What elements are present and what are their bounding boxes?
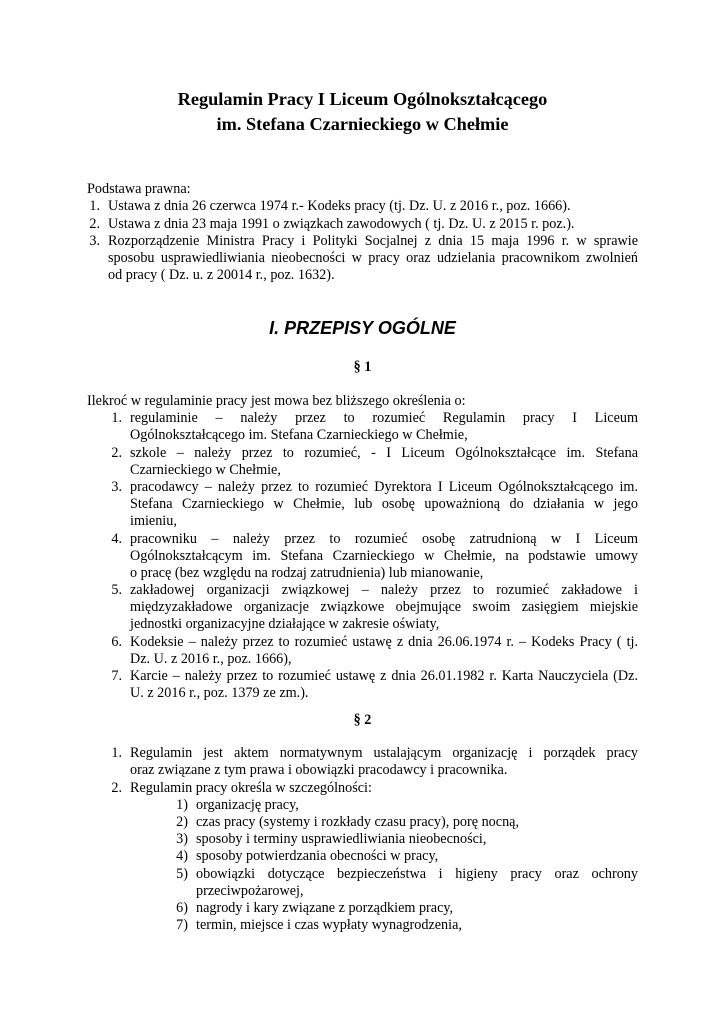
list-number: 3. (89, 233, 100, 249)
list-item-text: pracodawcy – należy przez to rozumieć Dyrektora I Liceum Ogólnokształcącego im. (130, 479, 638, 495)
list-item-text: pracowniku – należy przez to rozumieć osobę zatrudnioną w I Liceum (130, 531, 638, 547)
document-title-line-1: Regulamin Pracy I Liceum Ogólnokształcącego (177, 89, 548, 109)
legal-basis-heading: Podstawa prawna: (87, 181, 191, 197)
list-item-text: Kodeksie – należy przez to rozumieć ustawę z dnia 26.06.1974 r. – Kodeks Pracy ( tj. (130, 634, 638, 650)
paragraph-label: § 2 (353, 712, 372, 728)
list-item-text: regulaminie – należy przez to rozumieć Regulamin pracy I Liceum (130, 410, 638, 426)
list-item-text: szkole – należy przez to rozumieć, - I Liceum Ogólnokształcące im. Stefana (130, 445, 638, 461)
list-number: 2. (111, 445, 122, 461)
list-number: 3. (111, 479, 122, 495)
list-item-text: sposoby potwierdzania obecności w pracy, (196, 848, 439, 864)
list-item-text: Ustawa z dnia 26 czerwca 1974 r.- Kodeks pracy (tj. Dz. U. z 2016 r., poz. 1666). (108, 198, 571, 214)
list-item-text: sposoby i terminy usprawiedliwiania nieobecności, (196, 831, 487, 847)
list-number: 3) (176, 831, 188, 847)
section-heading: I. PRZEPISY OGÓLNE (269, 318, 456, 338)
list-number: 6. (111, 634, 122, 650)
list-item-text: Stefana Czarnieckiego w Chełmie, lub osobę upoważnioną do działania w jego (130, 496, 638, 512)
list-number: 1. (89, 198, 100, 214)
list-number: 1. (111, 410, 122, 426)
list-item-text: zakładowej organizacji związkowej – należy przez to rozumieć zakładowe i (130, 582, 638, 598)
list-number: 4) (176, 848, 188, 864)
list-item-text: U. z 2016 r., poz. 1379 ze zm.). (130, 685, 309, 701)
list-number: 4. (111, 531, 122, 547)
list-item-text: Regulamin pracy określa w szczególności: (130, 780, 372, 796)
list-number: 6) (176, 900, 188, 916)
list-item-text: od pracy ( Dz. u. z 20014 r., poz. 1632). (108, 267, 335, 283)
list-number: 1. (111, 745, 122, 761)
list-item-text: sposobu usprawiedliwiania nieobecności w pracy oraz udzielania pracownikom zwolnień (108, 250, 638, 266)
list-number: 2) (176, 814, 188, 830)
list-item-text: o pracę (bez względu na rodzaj zatrudnienia) lub mianowanie, (130, 565, 484, 581)
list-number: 7) (176, 917, 188, 933)
list-number: 2. (89, 216, 100, 232)
list-item-text: Karcie – należy przez to rozumieć ustawę z dnia 26.01.1982 r. Karta Nauczyciela (Dz. (130, 668, 638, 684)
list-number: 7. (111, 668, 122, 684)
list-item-text: obowiązki dotyczące bezpieczeństwa i higieny pracy oraz ochrony (196, 866, 638, 882)
paragraph-intro: Ilekroć w regulaminie pracy jest mowa bez bliższego określenia o: (87, 393, 466, 409)
list-item-text: przeciwpożarowej, (196, 883, 304, 899)
list-item-text: Ustawa z dnia 23 maja 1991 o związkach zawodowych ( tj. Dz. U. z 2015 r. poz.). (108, 216, 575, 232)
list-number: 1) (176, 797, 188, 813)
list-item-text: Dz. U. z 2016 r., poz. 1666), (130, 651, 292, 667)
list-number: 5) (176, 866, 188, 882)
list-item-text: Czarnieckiego w Chełmie, (130, 462, 281, 478)
list-item-text: oraz związane z tym prawa i obowiązki pracodawcy i pracownika. (130, 762, 508, 778)
paragraph-label: § 1 (353, 359, 372, 375)
list-item-text: międzyzakładowe organizacje związkowe obejmujące swoim zasięgiem miejskie (130, 599, 638, 615)
list-item-text: Ogólnokształcącego im. Stefana Czarnieckiego w Chełmie, (130, 427, 468, 443)
list-item-text: nagrody i kary związane z porządkiem pracy, (196, 900, 454, 916)
list-item-text: Rozporządzenie Ministra Pracy i Polityki Socjalnej z dnia 15 maja 1996 r. w sprawie (108, 233, 638, 249)
list-item-text: imieniu, (130, 513, 177, 529)
list-item-text: organizację pracy, (196, 797, 299, 813)
list-item-text: Ogólnokształcącym im. Stefana Czarnieckiego w Chełmie, na podstawie umowy (130, 548, 638, 564)
document-title-line-2: im. Stefana Czarnieckiego w Chełmie (216, 114, 509, 134)
list-item-text: czas pracy (systemy i rozkłady czasu pracy), porę nocną, (196, 814, 520, 830)
list-number: 2. (111, 780, 122, 796)
list-item-text: jednostki organizacyjne działające w zakresie oświaty, (130, 616, 440, 632)
list-item-text: Regulamin jest aktem normatywnym ustalającym organizację i porządek pracy (130, 745, 638, 761)
list-number: 5. (111, 582, 122, 598)
list-item-text: termin, miejsce i czas wypłaty wynagrodzenia, (196, 917, 462, 933)
